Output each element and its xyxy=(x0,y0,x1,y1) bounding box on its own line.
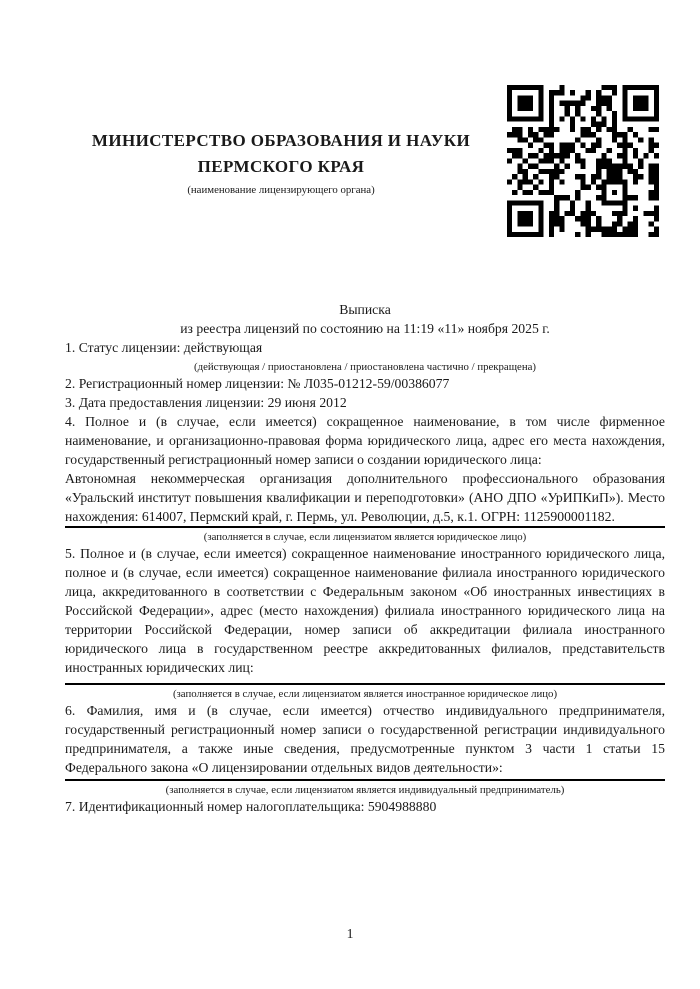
item-entrepreneur-question: 6. Фамилия, имя и (в случае, если имеется) отчество индивидуального предпринимателя, государственный регистрационный номер записи о государственной регистрации индивидуального предпринимателя, а также иные сведения, предусмотренные пунктом 3 части 1 статьи 15 Федерального закона «О лицензировании отдельных видов деятельности»: xyxy=(65,703,665,775)
item-legal-entity-value: Автономная некоммерческая организация дополнительного профессионального образования «Уральский институт повышения квалификации и переподготовки» (АНО ДПО «УрИПКиП»). Место нахождения: 614007, Пермский край, г. Пермь, ул. Революции, д.5, к.1. ОГРН: 1125900001182. xyxy=(65,471,665,524)
item-foreign-entity-question: 5. Полное и (в случае, если имеется) сокращенное наименование иностранного юридического лица, полное и (в случае, если имеется) сокращенное наименование филиала иностранного юридического лица, аккредитованного в соответствии с Федеральным законом «Об иностранных инвестициях в Российской Федерации», адрес (место нахождения) филиала иностранного юридического лица на территории Российской Федерации, номер записи об аккредитации филиала иностранного юридического лица в государственном реестре аккредитованных филиалов, представительств иностранных юридических лиц: xyxy=(65,546,665,675)
item-taxpayer-number: 7. Идентификационный номер налогоплательщика: 5904988880 xyxy=(65,799,437,814)
fill-in-rule-legal-entity xyxy=(65,526,665,528)
document-body xyxy=(65,300,665,816)
document-subtitle: из реестра лицензий по состоянию на 11:19 «11» ноября 2025 г. xyxy=(180,321,550,336)
item-grant-date: 3. Дата предоставления лицензии: 29 июня 2012 xyxy=(65,395,347,410)
document-title: Выписка xyxy=(339,302,391,317)
note-legal-entity: (заполняется в случае, если лицензиатом является юридическое лицо) xyxy=(203,531,527,543)
item-license-status-note: (действующая / приостановлена / приостановлена частично / прекращена) xyxy=(194,361,536,373)
fill-in-rule-foreign-entity xyxy=(65,683,665,685)
issuer-name-line1: МИНИСТЕРСТВО ОБРАЗОВАНИЯ И НАУКИ xyxy=(91,131,471,150)
item-license-status: 1. Статус лицензии: действующая xyxy=(65,340,263,355)
note-foreign-entity: (заполняется в случае, если лицензиатом является иностранное юридическое лицо) xyxy=(172,688,558,700)
issuer-name-line2: ПЕРМСКОГО КРАЯ xyxy=(197,157,365,176)
note-entrepreneur: (заполняется в случае, если лицензиатом является индивидуальный предприниматель) xyxy=(165,784,565,796)
item-registration-number: 2. Регистрационный номер лицензии: № Л035-01212-59/00386077 xyxy=(65,376,450,391)
qr-code-icon xyxy=(505,85,661,237)
page-number: 1 xyxy=(346,926,354,941)
fill-in-rule-entrepreneur xyxy=(65,779,665,781)
issuer-caption: (наименование лицензирующего органа) xyxy=(187,184,375,196)
item-legal-entity-question: 4. Полное и (в случае, если имеется) сокращенное наименование, в том числе фирменное наименование, и организационно-правовая форма юридического лица, адрес его места нахождения, государственный регистрационный номер записи о создании юридического лица: xyxy=(65,414,665,467)
issuer-header xyxy=(65,128,497,197)
